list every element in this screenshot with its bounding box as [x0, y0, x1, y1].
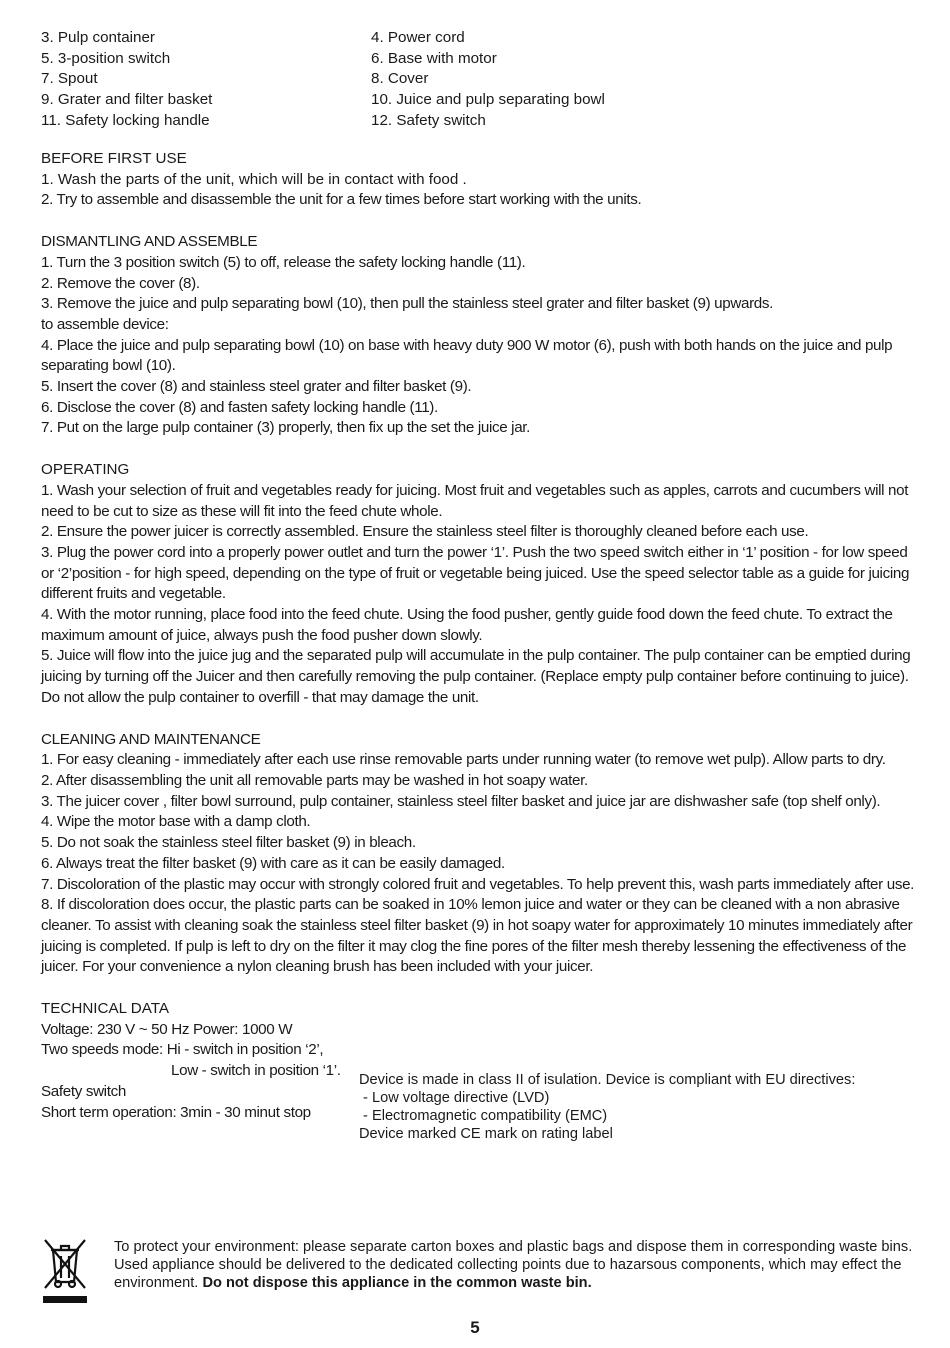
instruction-item: 6. Disclose the cover (8) and fasten safety locking handle (11). — [41, 398, 438, 416]
instruction-item: 1. Wash the parts of the unit, which will be in contact with food . — [41, 170, 467, 188]
compliance-lvd: - Low voltage directive (LVD) — [359, 1090, 550, 1107]
instruction-item: 2. Try to assemble and disassemble the unit for a few times before start working with the units. — [41, 191, 642, 209]
compliance-class: Device is made in class II of isulation. Device is compliant with EU directives: — [359, 1072, 856, 1089]
instruction-item: to assemble device: — [41, 315, 169, 333]
instruction-item: 7. Put on the large pulp container (3) properly, then fix up the set the juice jar. — [41, 419, 531, 437]
instruction-item: 1. For easy cleaning - immediately after each use rinse removable parts under running water (to remove wet pulp). Allow parts to dry. — [41, 751, 886, 769]
instruction-item: 4. Wipe the motor base with a damp cloth. — [41, 813, 311, 831]
environment-body: To protect your environment: please separate carton boxes and plastic bags and dispose them in corresponding waste bins. Used appliance should be delivered to the dedicated collecting points due to hazarsous components, which may effect the environment. — [114, 1239, 913, 1291]
parts-list-right — [371, 28, 605, 132]
instruction-item: 2. Remove the cover (8). — [41, 274, 200, 292]
compliance-ce: Device marked CE mark on rating label — [359, 1126, 613, 1143]
instruction-item: 5. Do not soak the stainless steel filter basket (9) in bleach. — [41, 834, 416, 852]
part-item: 9. Grater and filter basket — [41, 91, 213, 109]
spec-safety-switch: Safety switch — [41, 1082, 126, 1100]
part-item: 4. Power cord — [371, 29, 465, 46]
spec-voltage: Voltage: 230 V ~ 50 Hz Power: 1000 W — [41, 1020, 293, 1038]
spec-short-term-operation: Short term operation: 3min - 30 minut stop — [41, 1103, 311, 1121]
instruction-item: 1. Wash your selection of fruit and vegetables ready for juicing. Most fruit and vegetables such as apples, carrots and cucumbers will not need to be cut to size as these will fit into the feed chute whole. — [41, 481, 909, 520]
operating-section — [41, 460, 916, 708]
section-heading: DISMANTLING AND ASSEMBLE — [41, 233, 258, 251]
instruction-item: 1. Turn the 3 position switch (5) to off, release the safety locking handle (11). — [41, 253, 526, 271]
part-item: 12. Safety switch — [371, 111, 486, 129]
instruction-item: 5. Insert the cover (8) and stainless steel grater and filter basket (9). — [41, 378, 472, 396]
compliance-emc: - Electromagnetic compatibility (EMC) — [359, 1108, 608, 1125]
instruction-item: 2. After disassembling the unit all removable parts may be washed in hot soapy water. — [41, 771, 588, 789]
before-first-use-section — [41, 149, 916, 211]
instruction-item: 2. Ensure the power juicer is correctly assembled. Ensure the stainless steel filter is thoroughly cleaned before each use. — [41, 523, 809, 541]
section-heading: TECHNICAL DATA — [41, 1000, 169, 1018]
part-item: 5. 3-position switch — [41, 49, 171, 67]
technical-data-section — [41, 999, 916, 1143]
part-item: 3. Pulp container — [41, 29, 155, 46]
section-heading: BEFORE FIRST USE — [41, 150, 187, 167]
instruction-item: 4. With the motor running, place food into the feed chute. Using the food pusher, gently guide food down the feed chute. To extract the maximum amount of juice, always push the food pusher down slowly. — [41, 606, 893, 644]
page-number: 5 — [470, 1318, 480, 1337]
manual-page — [41, 28, 916, 1143]
spec-low-speed: Low - switch in position ‘1’. — [171, 1062, 341, 1080]
part-item: 6. Base with motor — [371, 49, 497, 67]
instruction-item: 4. Place the juice and pulp separating bowl (10) on base with heavy duty 900 W motor (6), push with both hands on the juice and pulp separating bowl (10). — [41, 336, 893, 375]
part-item: 7. Spout — [41, 70, 98, 88]
spec-speeds: Two speeds mode: Hi - switch in position ‘2’, — [41, 1041, 324, 1059]
instruction-item: 5. Juice will flow into the juice jug and the separated pulp will accumulate in the pulp container. The pulp container can be emptied during juicing by turning off the Juicer and then carefully removing the pulp container. (Replace empty pulp container before continuing to juice). Do not allow the pulp container to overfill - that may damage the unit. — [41, 647, 911, 706]
part-item: 8. Cover — [371, 70, 429, 88]
environment-text — [114, 1238, 914, 1292]
instruction-item: 3. Remove the juice and pulp separating bowl (10), then pull the stainless steel grater and filter basket (9) upwards. — [41, 295, 774, 313]
cleaning-section — [41, 730, 916, 978]
crossed-out-wheelie-bin-icon — [41, 1238, 89, 1306]
technical-data-specs — [41, 999, 361, 1123]
instruction-item: 3. The juicer cover , filter bowl surround, pulp container, stainless steel filter basket and juice jar are dishwasher safe (top shelf only). — [41, 792, 881, 810]
instruction-item: 7. Discoloration of the plastic may occur with strongly colored fruit and vegetables. To help prevent this, wash parts immediately after use. — [41, 875, 915, 893]
instruction-item: 3. Plug the power cord into a properly power outlet and turn the power ‘1’. Push the two speed switch either in ‘1’ position - for low speed or ‘2’position - for high speed, depending on the type of fruit or vegetable being juiced. Use the speed selector table as a guide for juicing different fruits and vegetable. — [41, 543, 910, 603]
part-item: 10. Juice and pulp separating bowl — [371, 91, 605, 109]
environment-warning: Do not dispose this appliance in the common waste bin. — [202, 1275, 592, 1291]
compliance-info — [359, 1071, 919, 1143]
instruction-item: 6. Always treat the filter basket (9) with care as it can be easily damaged. — [41, 854, 505, 872]
section-heading: CLEANING AND MAINTENANCE — [41, 730, 261, 748]
part-item: 11. Safety locking handle — [41, 111, 210, 129]
parts-list — [41, 28, 916, 132]
dismantling-section — [41, 232, 916, 439]
parts-list-left — [41, 28, 212, 132]
instruction-item: 8. If discoloration does occur, the plastic parts can be soaked in 10% lemon juice and water or they can be cleaned with a non abrasive cleaner. To assist with cleaning soak the stainless steel filter basket (9) in hot soapy water for approximately 10 minutes immediately after juicing is completed. If pulp is left to dry on the filter it may clog the fine pores of the filter mesh thereby lessening the effectiveness of the juicer. For your convenience a nylon cleaning brush has been included with your juicer. — [41, 896, 913, 976]
section-heading: OPERATING — [41, 461, 130, 479]
